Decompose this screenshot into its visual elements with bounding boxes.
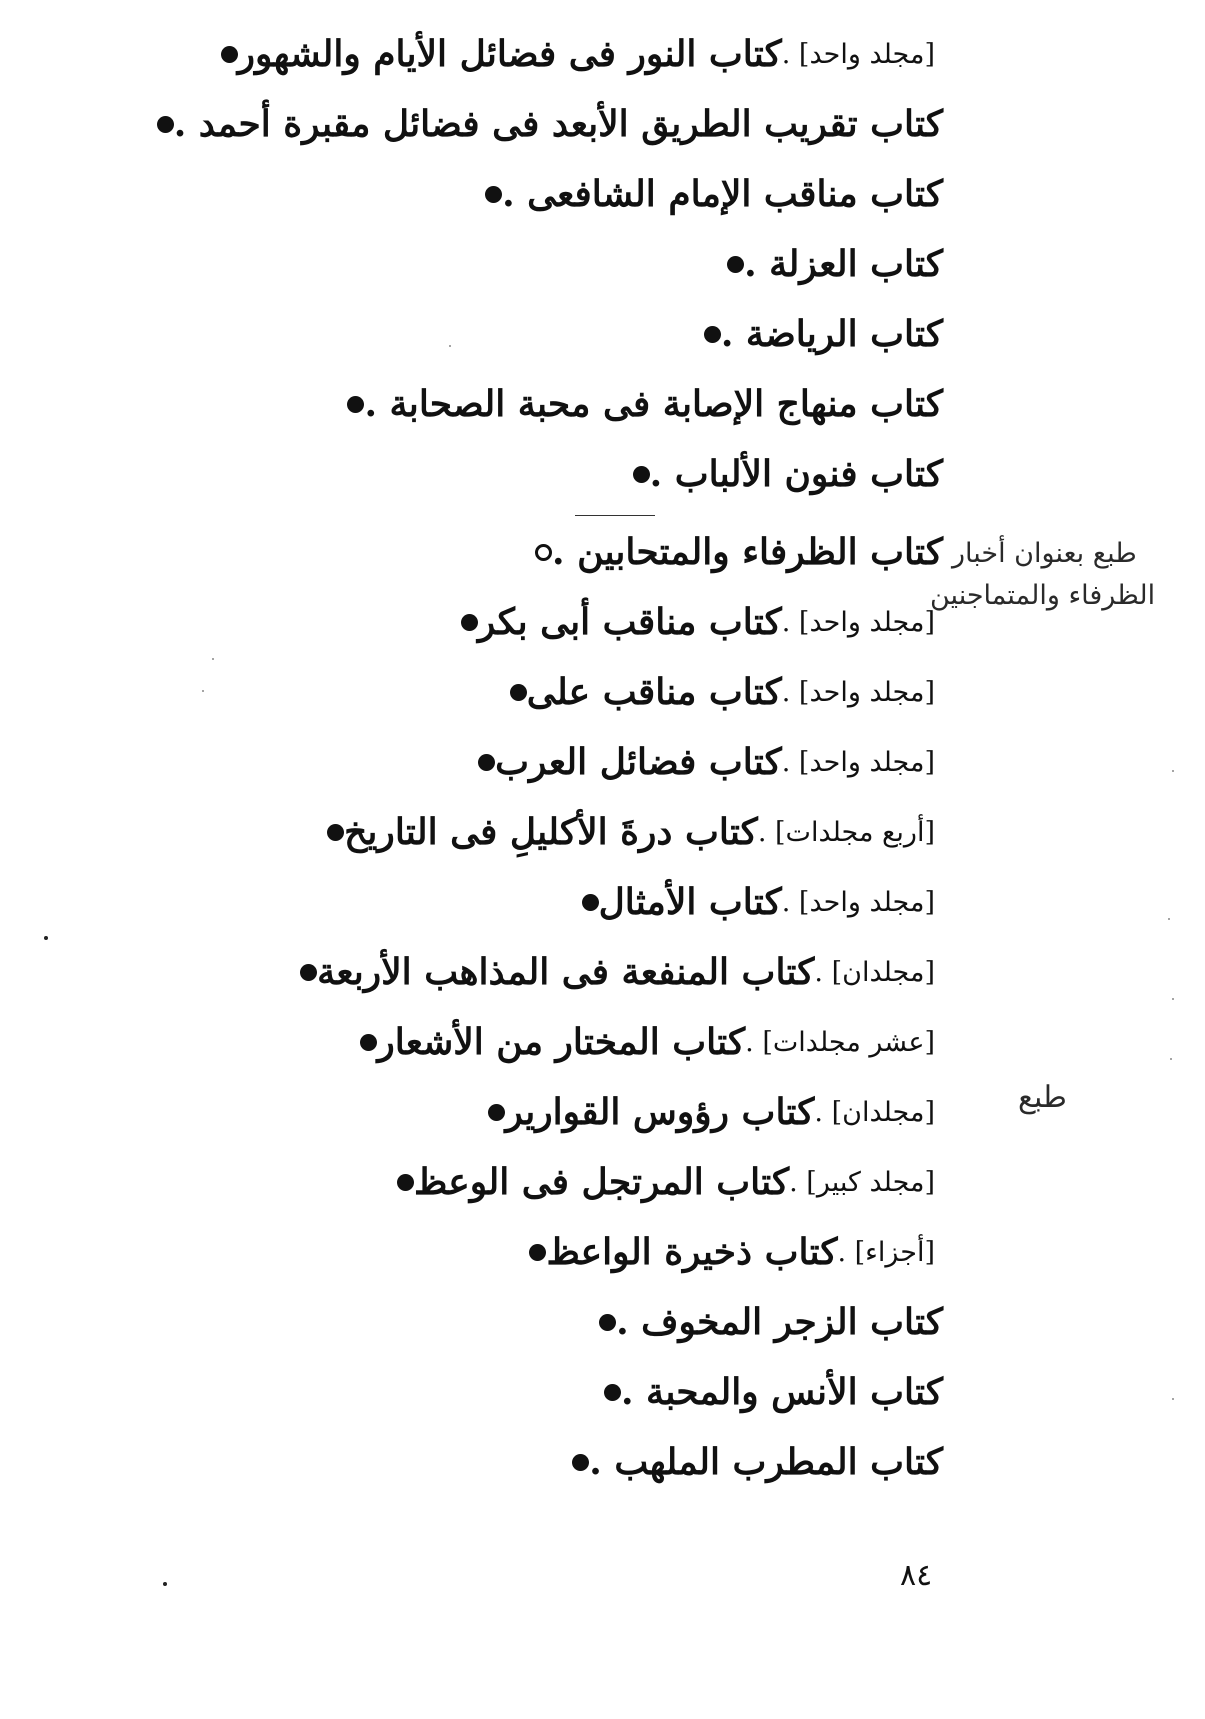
volume-note: [مجلدان] . <box>814 1096 935 1128</box>
volume-note: [مجلد واحد] . <box>781 676 935 708</box>
list-item <box>301 797 943 867</box>
volume-note: [مجلدان] . <box>814 956 935 988</box>
volume-note: [عشر مجلدات] . <box>745 1026 935 1058</box>
scan-speck <box>212 658 214 660</box>
bullet-icon <box>572 1454 589 1471</box>
scan-speck <box>202 690 204 692</box>
page-number: ٨٤ <box>900 1558 933 1593</box>
book-title: كتاب النور فى فضائل الأيام والشهور <box>237 33 782 75</box>
bullet-icon <box>221 46 238 63</box>
volume-note: [مجلد واحد] . <box>781 746 935 778</box>
list-item <box>452 727 943 797</box>
book-title: كتاب المنفعة فى المذاهب الأربعة <box>317 951 815 993</box>
bullet-icon <box>488 1104 505 1121</box>
list-item <box>607 439 943 509</box>
book-title: كتاب تقريب الطريق الأبعد فى فضائل مقبرة أحمد . <box>173 103 943 145</box>
volume-note: [مجلد واحد] . <box>781 606 935 638</box>
scan-speck <box>449 345 451 347</box>
book-title: كتاب منهاج الإصابة فى محبة الصحابة . <box>364 383 943 425</box>
bullet-icon <box>157 116 174 133</box>
bullet-icon <box>397 1174 414 1191</box>
bullet-icon <box>535 544 552 561</box>
book-title: كتاب المطرب الملهب . <box>589 1441 943 1483</box>
handwritten-note-2: طبع <box>1018 1080 1067 1115</box>
volume-note: [أربع مجلدات] . <box>757 816 935 848</box>
list-item <box>274 937 943 1007</box>
list-item <box>701 229 943 299</box>
list-item <box>509 517 943 587</box>
book-title: كتاب الزجر المخوف . <box>616 1301 943 1343</box>
scan-speck <box>1168 918 1170 920</box>
bullet-icon <box>327 824 344 841</box>
bullet-icon <box>599 1314 616 1331</box>
book-title: كتاب الرياضة . <box>720 313 943 355</box>
volume-note: [مجلد واحد] . <box>781 38 935 70</box>
scan-speck <box>1170 1058 1172 1060</box>
list-item <box>321 369 943 439</box>
bullet-icon <box>529 1244 546 1261</box>
bullet-icon <box>461 614 478 631</box>
handwritten-note-line2: الظرفاء والمتماجنين <box>930 580 1156 611</box>
volume-note: [مجلد واحد] . <box>781 886 935 918</box>
book-title: كتاب فضائل العرب <box>495 741 782 783</box>
scan-speck <box>1172 770 1174 772</box>
list-item <box>573 1287 943 1357</box>
list-item <box>578 1357 943 1427</box>
list-item <box>195 19 943 89</box>
book-title: كتاب ذخيرة الواعظ <box>546 1231 838 1273</box>
list-item <box>371 1147 943 1217</box>
bullet-icon <box>360 1034 377 1051</box>
scan-speck <box>1172 998 1174 1000</box>
book-title: كتاب مناقب أبى بكر <box>477 601 782 643</box>
list-item <box>546 1427 943 1497</box>
book-title: كتاب مناقب على <box>526 671 782 713</box>
bullet-icon <box>478 754 495 771</box>
volume-note: [مجلد كبير] . <box>789 1166 935 1198</box>
book-title: كتاب رؤوس القوارير <box>505 1091 815 1133</box>
bullet-icon <box>633 466 650 483</box>
list-item <box>334 1007 943 1077</box>
book-title: كتاب مناقب الإمام الشافعى . <box>502 173 943 215</box>
list-item <box>459 159 943 229</box>
scan-speck <box>44 936 48 940</box>
book-title: كتاب الظرفاء والمتحابين . <box>552 531 943 573</box>
bullet-icon <box>704 326 721 343</box>
handwritten-overline <box>575 515 655 516</box>
list-item <box>556 867 943 937</box>
book-title: كتاب درةَ الأكليلِ فى التاريخ <box>344 811 758 853</box>
list-item <box>484 657 943 727</box>
list-item <box>131 89 943 159</box>
bullet-icon <box>727 256 744 273</box>
bullet-icon <box>347 396 364 413</box>
book-title: كتاب العزلة . <box>744 243 943 285</box>
handwritten-note-line1: طبع بعنوان أخبار <box>952 538 1137 569</box>
scan-speck <box>163 1582 167 1586</box>
list-item <box>462 1077 943 1147</box>
bullet-icon <box>300 964 317 981</box>
bullet-icon <box>485 186 502 203</box>
book-title: كتاب المختار من الأشعار <box>377 1021 746 1063</box>
bullet-icon <box>510 684 527 701</box>
list-item <box>435 587 943 657</box>
list-item <box>678 299 943 369</box>
bullet-icon <box>604 1384 621 1401</box>
book-title: كتاب المرتجل فى الوعظ <box>414 1161 790 1203</box>
bullet-icon <box>582 894 599 911</box>
volume-note: [أجزاء] . <box>837 1236 935 1268</box>
book-title: كتاب فنون الألباب . <box>649 453 943 495</box>
book-title: كتاب الأمثال <box>598 881 782 923</box>
book-title: كتاب الأنس والمحبة . <box>620 1371 943 1413</box>
scan-speck <box>1172 1398 1174 1400</box>
list-item <box>503 1217 943 1287</box>
